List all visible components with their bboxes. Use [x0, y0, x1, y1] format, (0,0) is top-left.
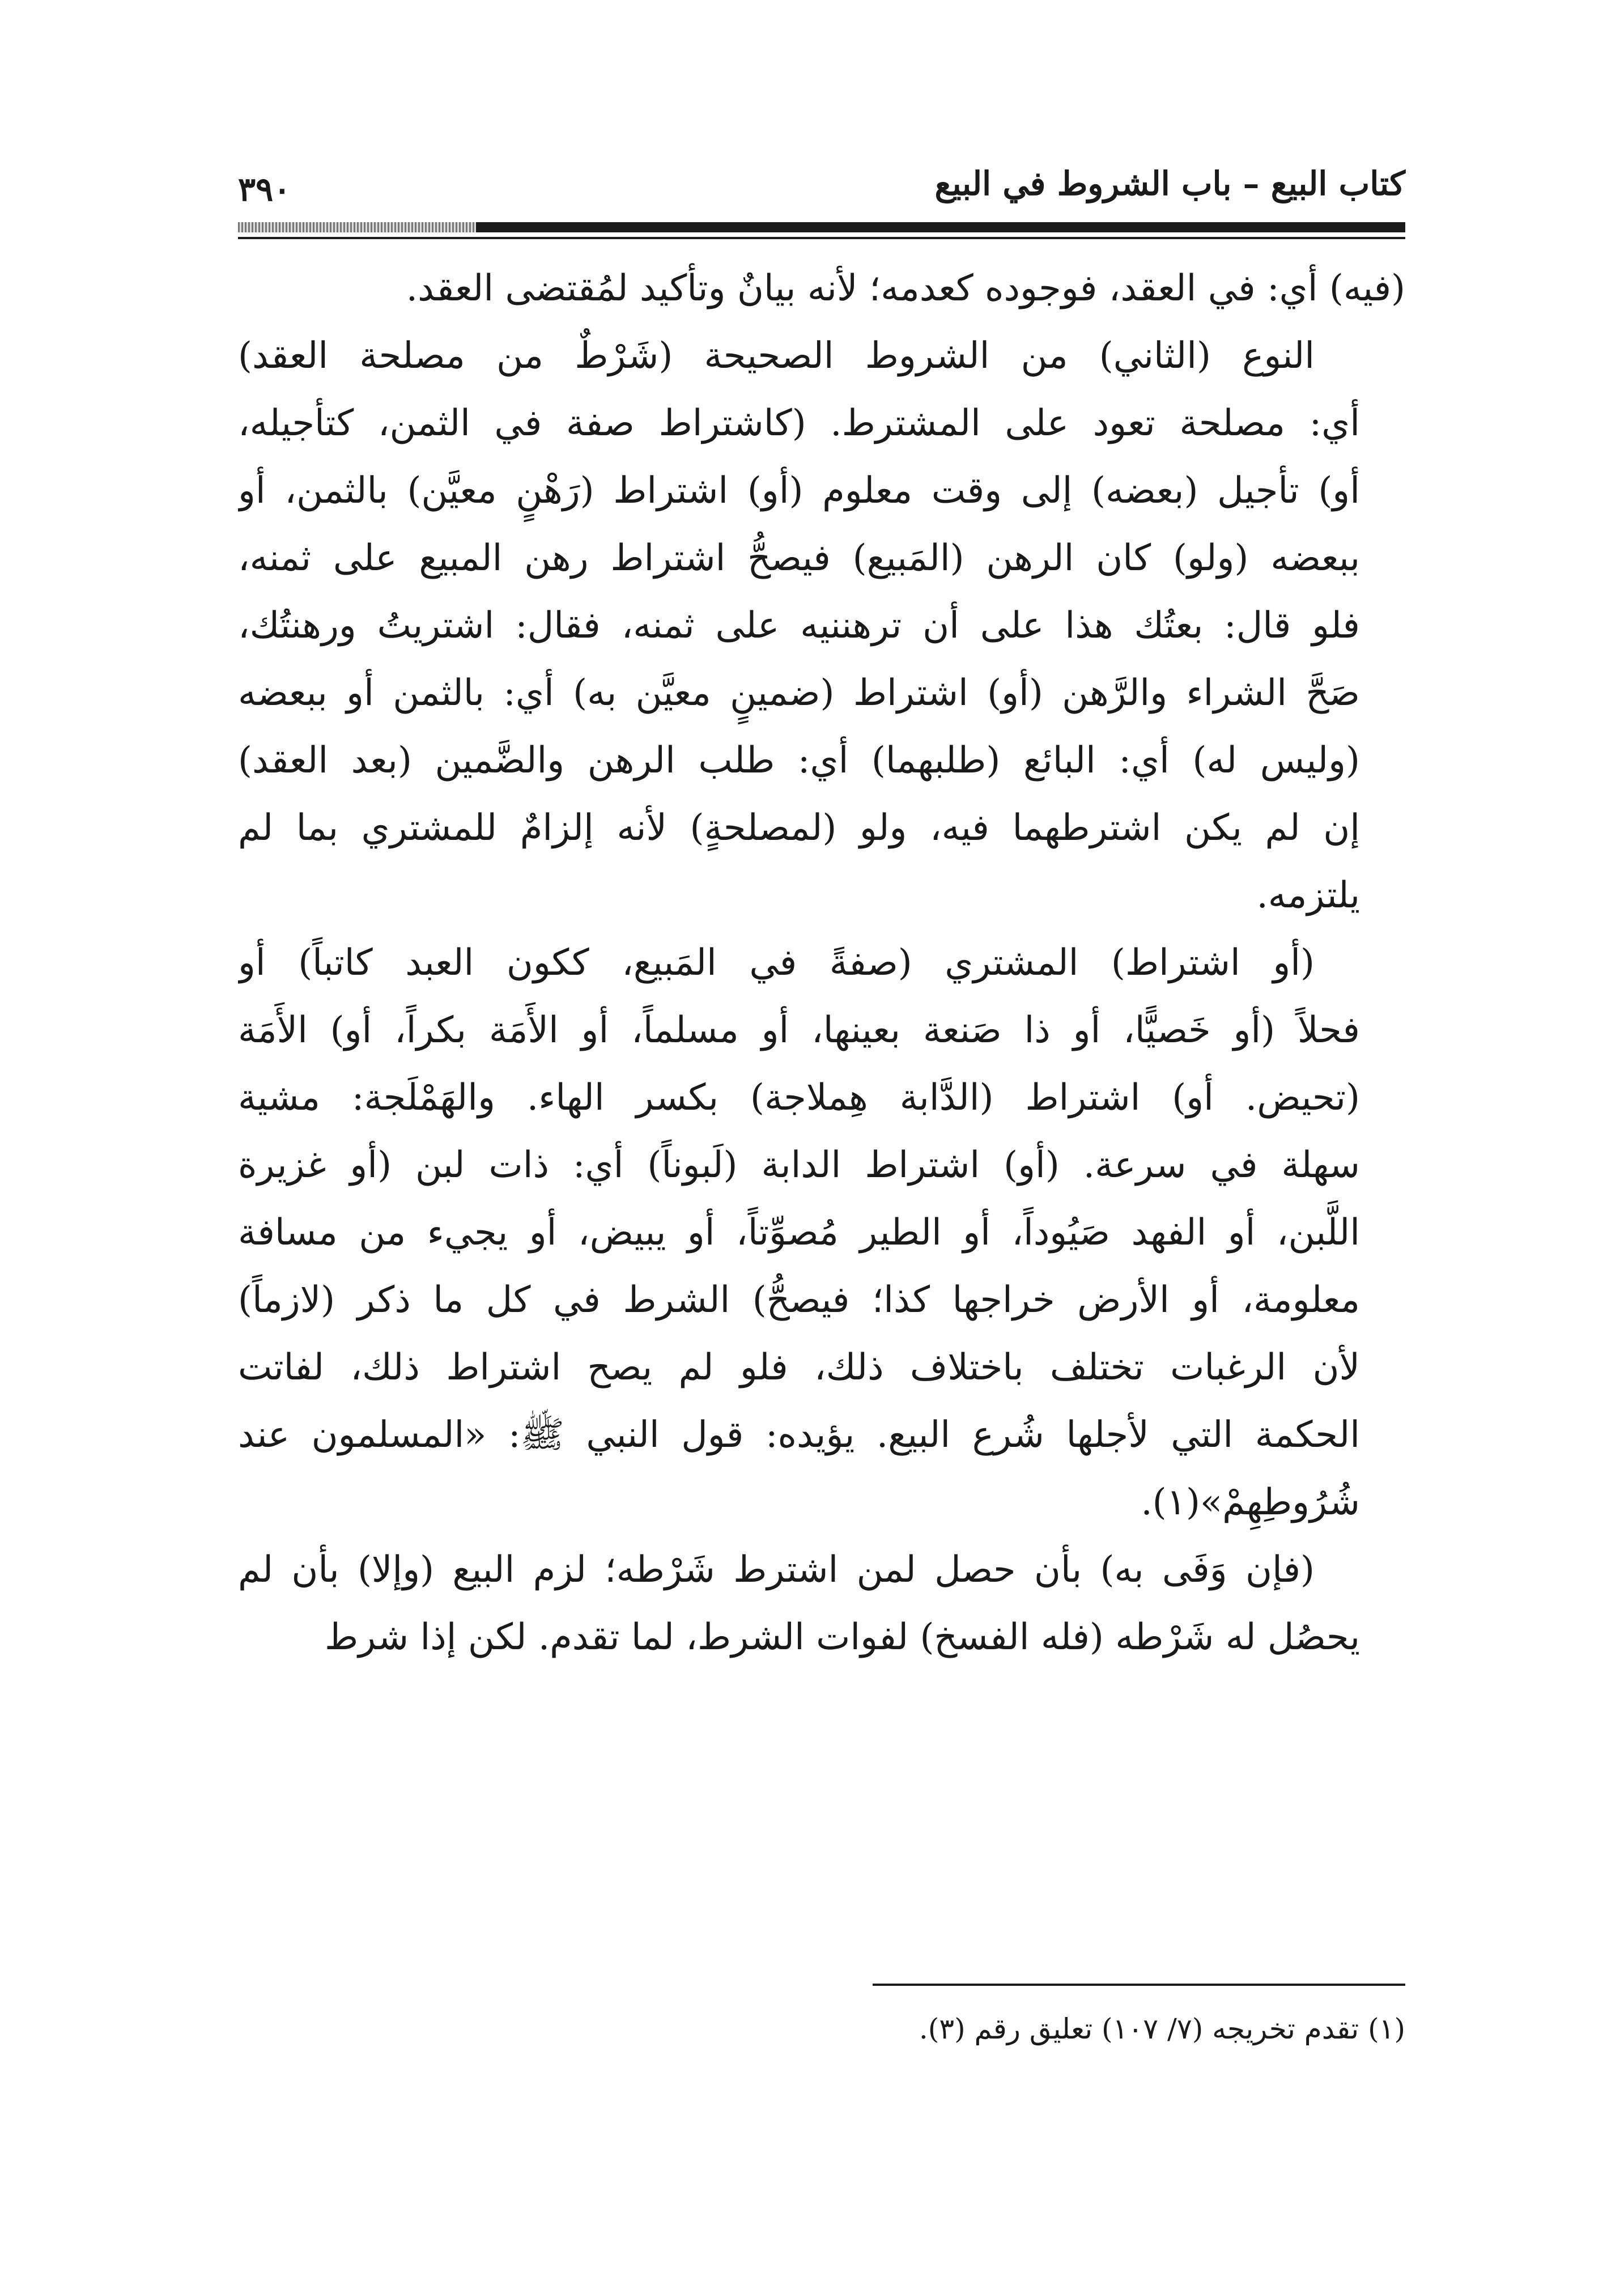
text-line: النوع (الثاني) من الشروط الصحيحة (شَرْطٌ من مصلحة العقد)	[238, 335, 1315, 377]
paragraph	[238, 929, 1405, 1536]
text-line: (فإن وَفَى به) بأن حصل لمن اشترط شَرْطه؛ لزم البيع (وإلا) بأن لم	[238, 1549, 1315, 1591]
text-line: إن لم يكن اشترطهما فيه، ولو (لمصلحةٍ) لأنه إلزامٌ للمشتري بما لم	[238, 807, 1360, 849]
text-line: أو) تأجيل (بعضه) إلى وقت معلوم (أو) اشتراط (رَهْنٍ معيَّن) بالثمن، أو	[238, 470, 1360, 512]
text-line: (فيه) أي: في العقد، فوجوده كعدمه؛ لأنه بيانٌ وتأكيد لمُقتضى العقد.	[406, 267, 1405, 309]
text-line: الحكمة التي لأجلها شُرع البيع. يؤيده: قول النبي ﷺ: «المسلمون عند	[238, 1414, 1360, 1456]
text-line: فلو قال: بعتُك هذا على أن ترهننيه على ثمنه، فقال: اشتريتُ ورهنتُك،	[238, 605, 1361, 647]
text-line: (أو اشتراط) المشتري (صفةً في المَبيع، ككون العبد كاتباً) أو	[238, 942, 1315, 984]
text-line: يلتزمه.	[1256, 874, 1360, 916]
text-line: سهلة في سرعة. (أو) اشتراط الدابة (لَبوناً) أي: ذات لبن (أو غزيرة	[238, 1144, 1361, 1186]
text-line: شُرُوطِهِمْ»(١).	[1141, 1481, 1360, 1523]
page-number: ٣٩٠	[238, 170, 291, 209]
paragraph	[238, 322, 1405, 929]
paragraph	[238, 255, 1405, 322]
text-line: صَحَّ الشراء والرَّهن (أو) اشتراط (ضمينٍ معيَّن به) أي: بالثمن أو ببعضه	[238, 672, 1360, 714]
text-line: فحلاً (أو خَصيًّا، أو ذا صَنعة بعينها، أو مسلماً، أو الأَمَة بكراً، أو) الأَمَة	[238, 1009, 1360, 1051]
text-line: (وليس له) أي: البائع (طلبهما) أي: طلب الرهن والضَّمين (بعد العقد)	[238, 740, 1360, 782]
text-line: لأن الرغبات تختلف باختلاف ذلك، فلو لم يصح اشتراط ذلك، لفاتت	[238, 1347, 1360, 1388]
header-rule-ornament	[238, 222, 476, 232]
body-text	[238, 255, 1405, 1671]
header-rule-thin	[238, 237, 1405, 239]
running-title: كتاب البيع – باب الشروط في البيع	[934, 164, 1405, 203]
text-line: (تحيض. أو) اشتراط (الدَّابة هِملاجة) بكسر الهاء. والهَمْلَجة: مشية	[238, 1077, 1360, 1119]
text-line: ببعضه (ولو) كان الرهن (المَبيع) فيصحُّ اشتراط رهن المبيع على ثمنه،	[238, 537, 1360, 579]
footnotes	[238, 2006, 1405, 2052]
text-line: اللَّبن، أو الفهد صَيُوداً، أو الطير مُصوِّتاً، أو يبيض، أو يجيء من مسافة	[238, 1212, 1360, 1254]
page-header	[238, 153, 1405, 215]
footnote-item: (١) تقدم تخريجه (٧/ ١٠٧) تعليق رقم (٣).	[919, 2012, 1405, 2045]
text-line: أي: مصلحة تعود على المشترط. (كاشتراط صفة في الثمن، كتأجيله،	[238, 402, 1360, 444]
text-line: يحصُل له شَرْطه (فله الفسخ) لفوات الشرط، لما تقدم. لكن إذا شرط	[325, 1616, 1360, 1658]
paragraph	[238, 1536, 1405, 1671]
footnote-separator	[873, 1984, 1405, 1986]
text-line: معلومة، أو الأرض خراجها كذا؛ فيصحُّ) الشرط في كل ما ذكر (لازماً)	[238, 1279, 1360, 1321]
